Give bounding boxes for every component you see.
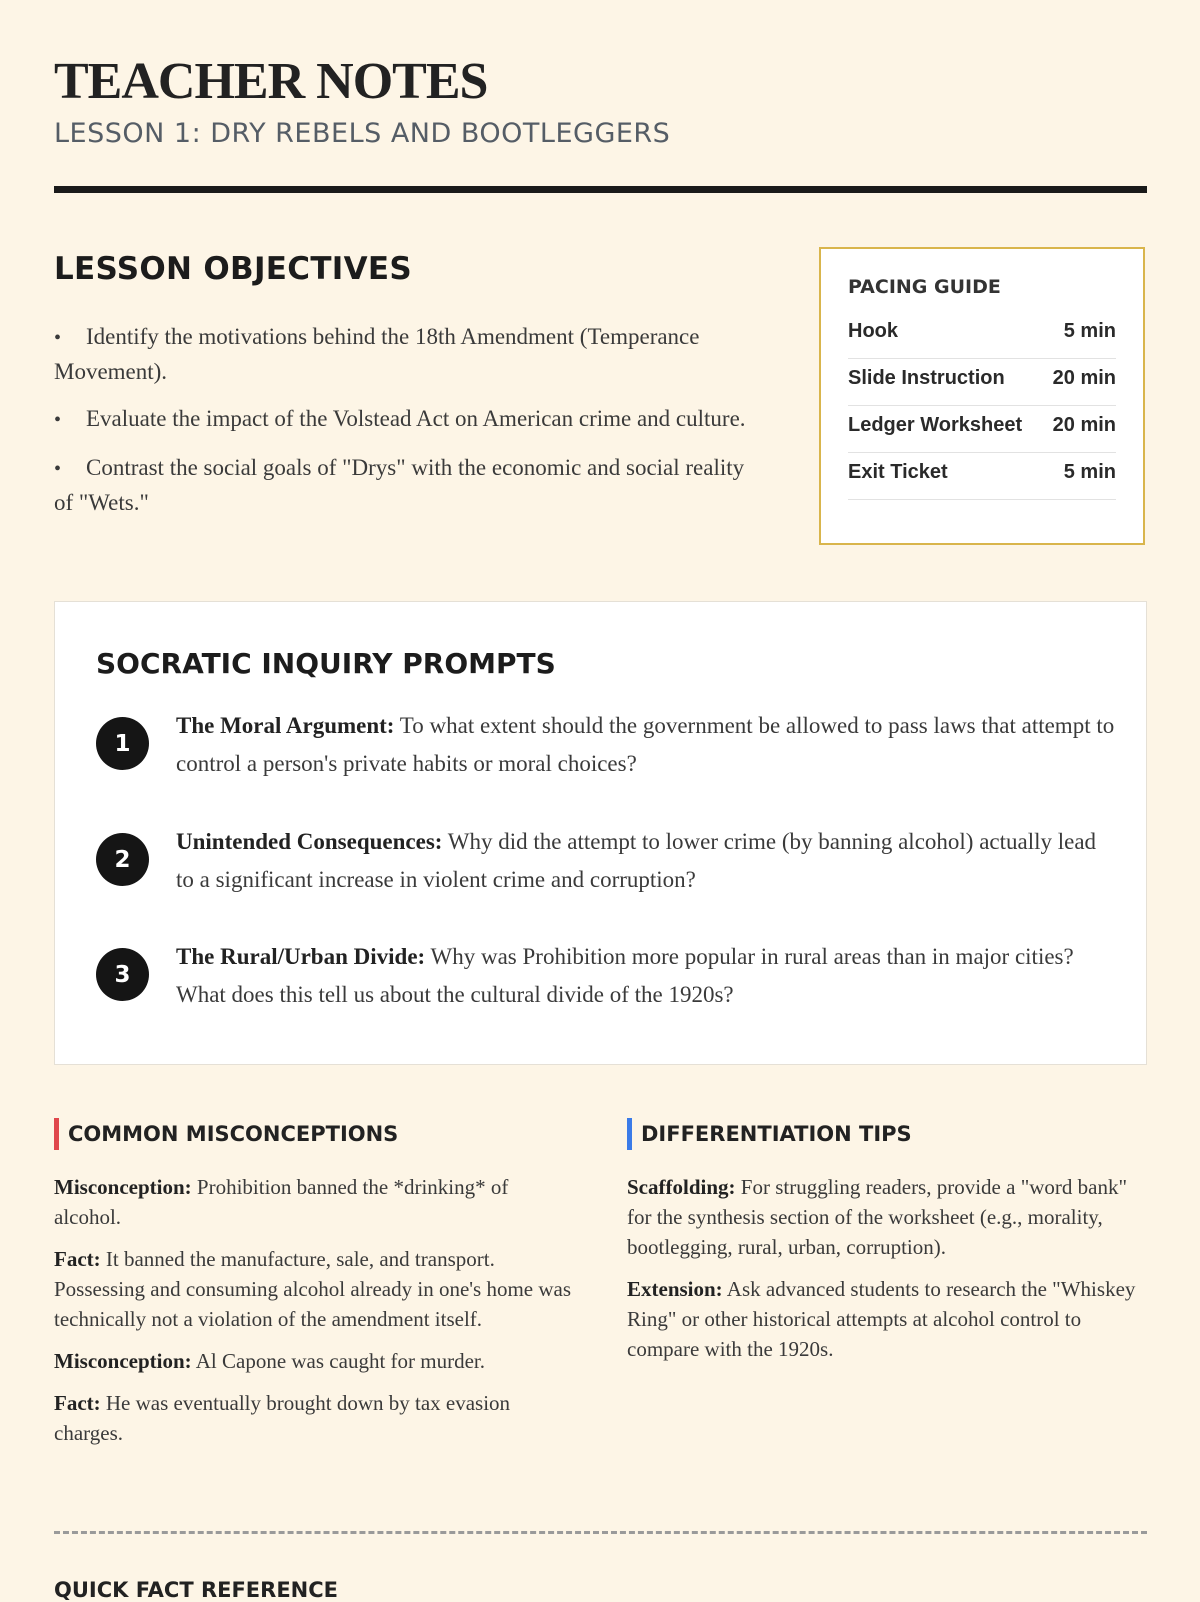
list-item	[54, 402, 754, 437]
red-accent-bar	[54, 1118, 59, 1150]
section-divider-dashed	[54, 1531, 1147, 1534]
pacing-row	[848, 312, 1116, 359]
pacing-time: 5 min	[1063, 460, 1116, 483]
objective-text: Evaluate the impact of the Volstead Act on American crime and culture.	[86, 406, 746, 431]
scaffolding-paragraph: Scaffolding: For struggling readers, provide a "word bank" for the synthesis section of the worksheet (e.g., morality, bootlegging, rural, urban, corruption).	[627, 1175, 1128, 1259]
extension-paragraph: Extension: Ask advanced students to research the "Whiskey Ring" or other historical attempts at alcohol control to compare with the 1920s.	[627, 1277, 1136, 1361]
prompt-number-badge: 1	[96, 717, 149, 770]
pacing-time: 20 min	[1052, 366, 1116, 389]
pacing-guide-title: PACING GUIDE	[848, 276, 1001, 298]
socratic-heading: SOCRATIC INQUIRY PROMPTS	[96, 647, 556, 680]
pacing-guide-box	[819, 247, 1145, 545]
lesson-subtitle: LESSON 1: DRY REBELS AND BOOTLEGGERS	[54, 118, 671, 149]
pacing-row	[848, 359, 1116, 406]
misconceptions-heading: COMMON MISCONCEPTIONS	[54, 1118, 574, 1150]
pacing-label: Slide Instruction	[848, 366, 1005, 389]
misconception-paragraph: Misconception: Al Capone was caught for murder.	[54, 1349, 485, 1373]
prompt-body: Why did the attempt to lower crime (by banning alcohol) actually lead to a significant increase in violent crime and corruption?	[176, 829, 1097, 892]
misconception-paragraph: Misconception: Prohibition banned the *drinking* of alcohol.	[54, 1175, 509, 1229]
list-item	[54, 451, 754, 519]
misconceptions-section	[54, 1118, 574, 1460]
socratic-prompts-card	[54, 601, 1147, 1065]
objectives-heading: LESSON OBJECTIVES	[54, 251, 412, 287]
pacing-row	[848, 453, 1116, 500]
prompt-text	[176, 707, 1116, 783]
prompt-lead: Unintended Consequences:	[176, 829, 443, 854]
prompt-text	[176, 823, 1116, 899]
pacing-row	[848, 406, 1116, 453]
prompt-lead: The Rural/Urban Divide:	[176, 944, 426, 969]
prompt-number-badge: 2	[96, 833, 149, 886]
objective-text: Identify the motivations behind the 18th Amendment (Temperance Movement).	[54, 324, 700, 384]
page-title: TEACHER NOTES	[54, 53, 488, 110]
list-item	[54, 320, 754, 388]
prompt-text	[176, 938, 1116, 1014]
differentiation-heading: DIFFERENTIATION TIPS	[627, 1118, 1147, 1150]
blue-accent-bar	[627, 1118, 632, 1150]
prompt-body: Why was Prohibition more popular in rural areas than in major cities? What does this tell us about the cultural divide of the 1920s?	[176, 944, 1074, 1007]
prompt-number-badge: 3	[96, 948, 149, 1001]
pacing-time: 5 min	[1063, 319, 1116, 342]
quick-fact-heading: QUICK FACT REFERENCE	[54, 1578, 339, 1602]
objective-text: Contrast the social goals of "Drys" with the economic and social reality of "Wets."	[54, 455, 745, 515]
header-divider	[54, 186, 1147, 193]
differentiation-section	[627, 1118, 1147, 1376]
bullet-icon: •	[54, 409, 62, 431]
fact-paragraph: Fact: He was eventually brought down by tax evasion charges.	[54, 1391, 511, 1445]
fact-paragraph: Fact: It banned the manufacture, sale, and transport. Possessing and consuming alcohol already in one's home was technically not a violation of the amendment itself.	[54, 1247, 572, 1331]
pacing-label: Hook	[848, 319, 898, 342]
pacing-label: Ledger Worksheet	[848, 413, 1023, 436]
prompt-body: To what extent should the government be allowed to pass laws that attempt to control a person's private habits or moral choices?	[176, 713, 1115, 776]
bullet-icon: •	[54, 327, 62, 349]
prompt-lead: The Moral Argument:	[176, 713, 395, 738]
pacing-label: Exit Ticket	[848, 460, 948, 483]
bullet-icon: •	[54, 458, 62, 480]
pacing-time: 20 min	[1052, 413, 1116, 436]
objectives-list	[54, 320, 754, 533]
